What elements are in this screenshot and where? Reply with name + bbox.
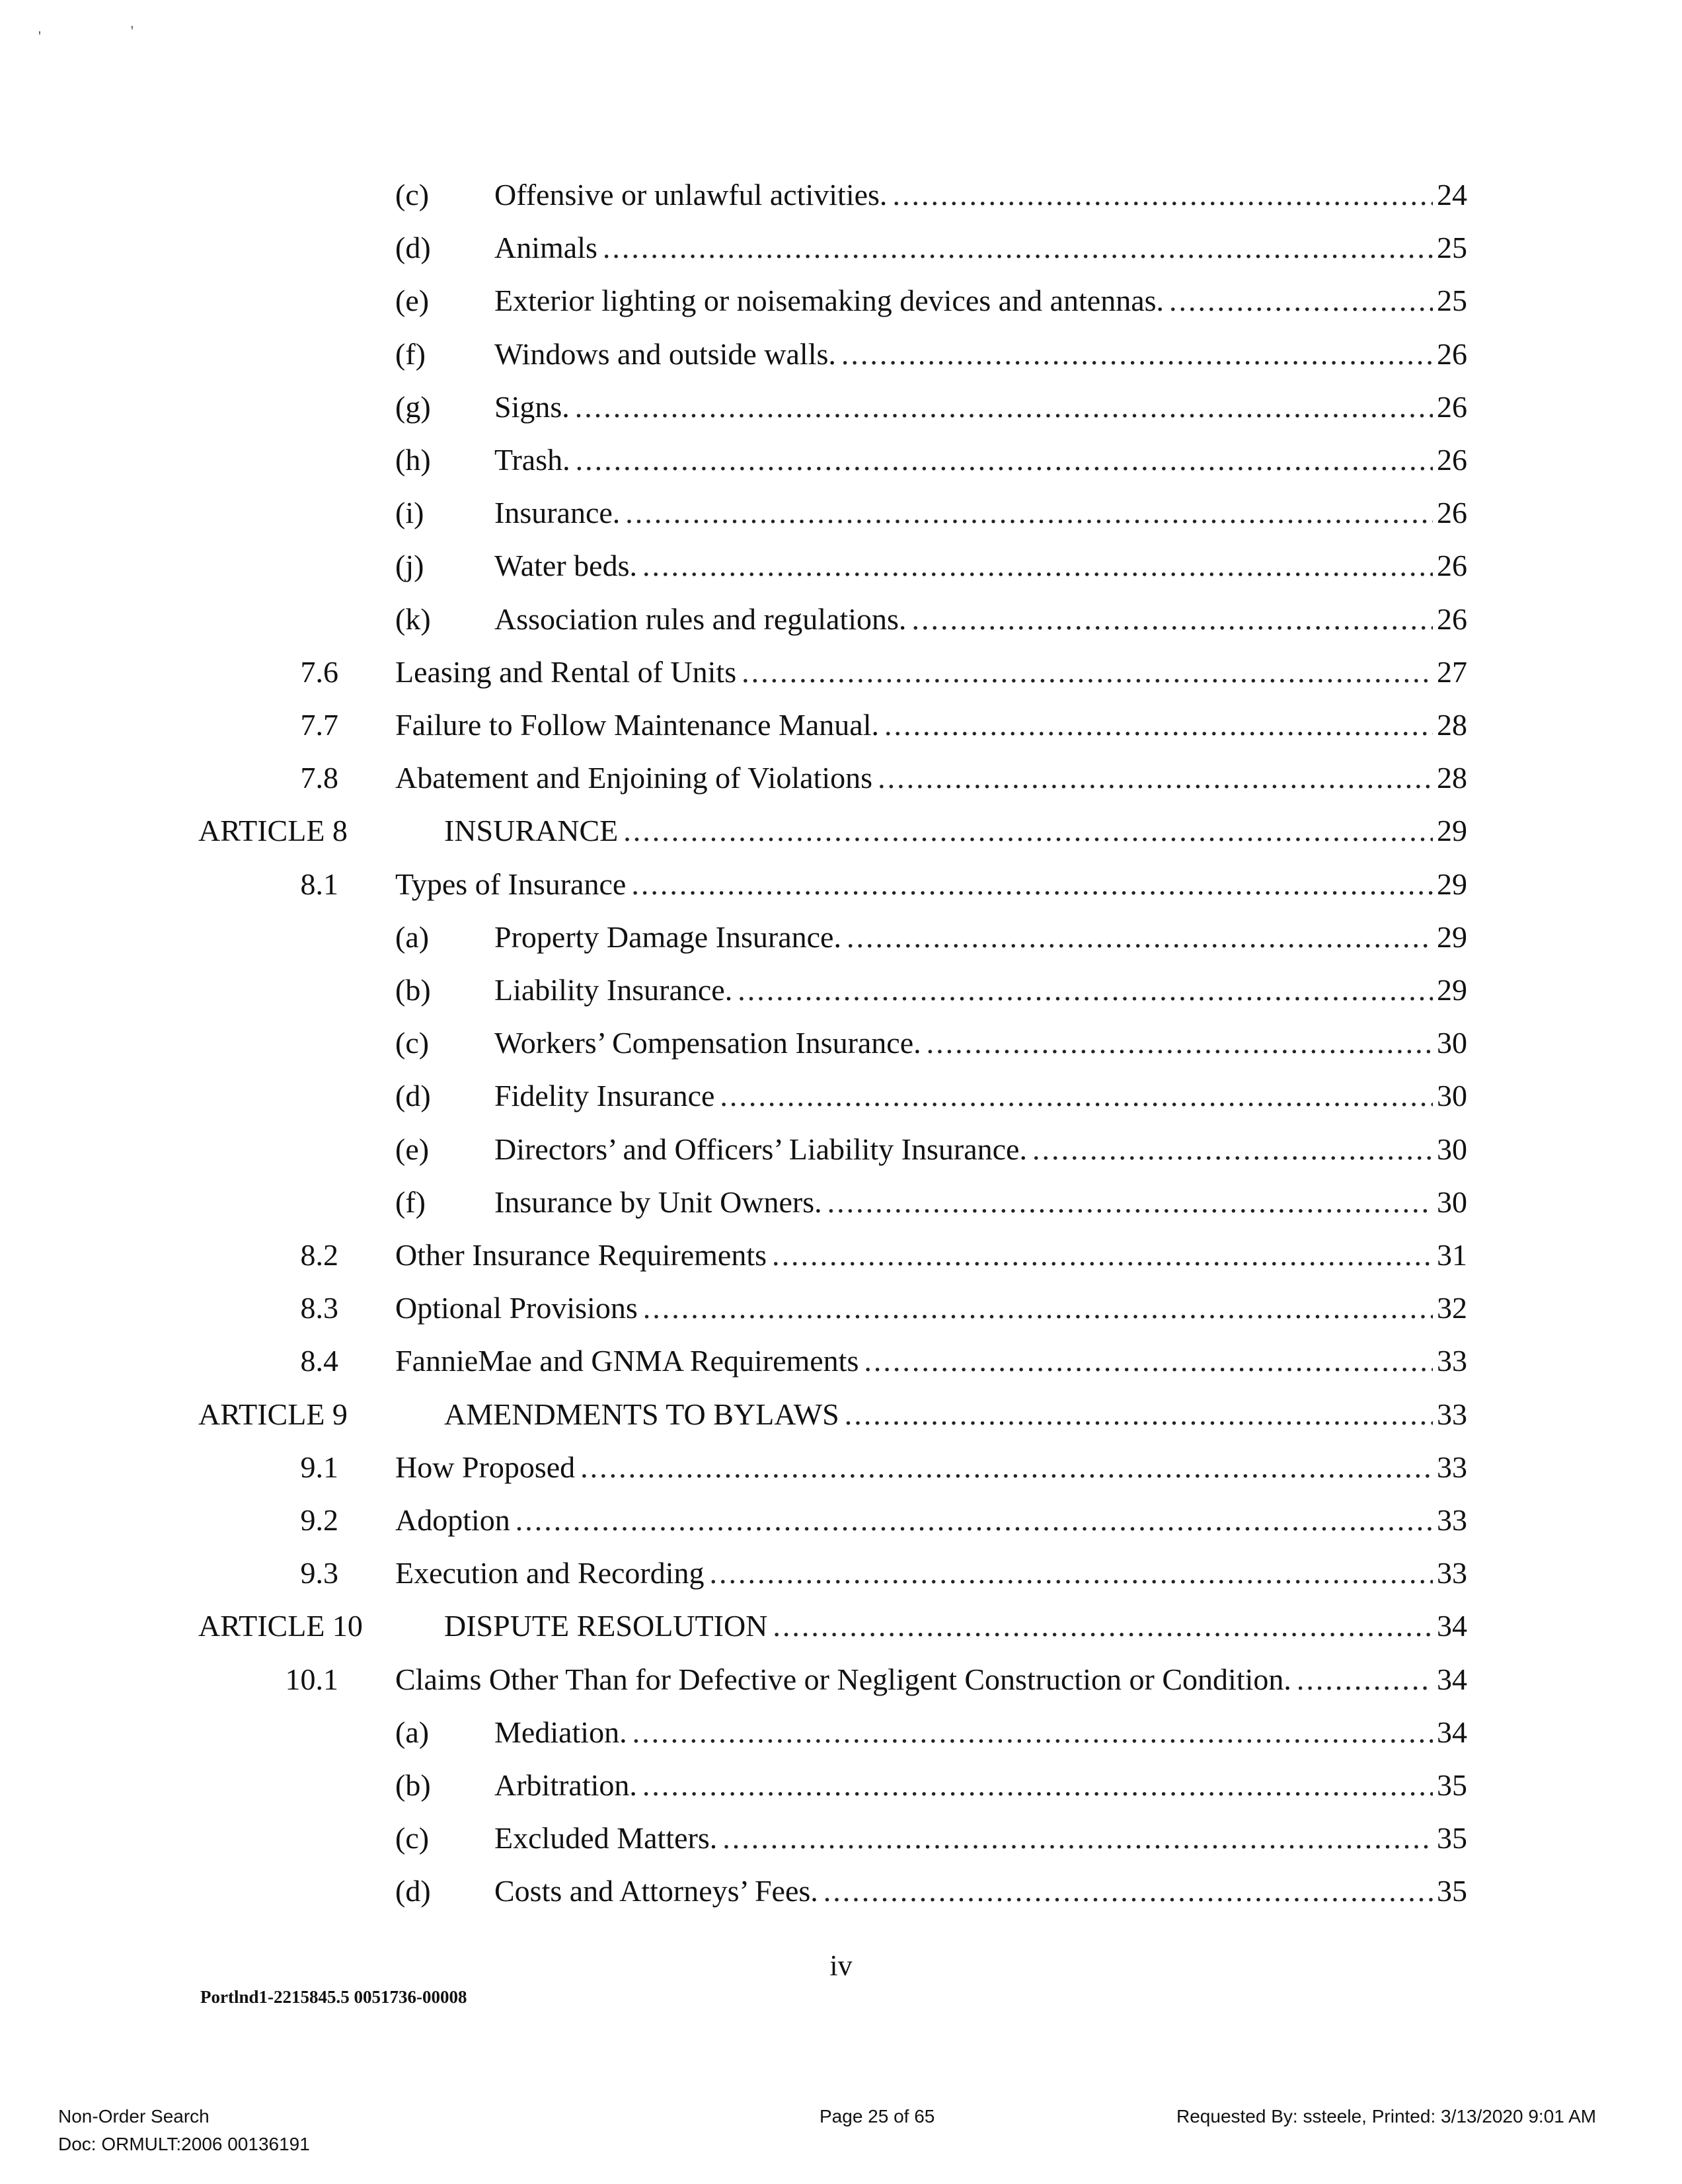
toc-entry	[0, 699, 1682, 752]
toc-entry-line	[395, 1229, 1467, 1282]
toc-entry-number: 7.6	[300, 654, 338, 689]
dot-leader	[722, 1812, 1433, 1865]
toc-entry-page: 35	[1437, 1874, 1467, 1908]
toc-entry	[0, 804, 1682, 857]
toc-entry-page: 30	[1437, 1079, 1467, 1113]
toc-entry	[0, 1176, 1682, 1229]
dot-leader	[643, 1282, 1433, 1335]
toc-entry-page: 26	[1437, 336, 1467, 371]
toc-entry-number: (c)	[395, 1026, 430, 1060]
toc-entry-page: 34	[1437, 1662, 1467, 1696]
toc-entry-line	[395, 1547, 1467, 1600]
toc-entry-title: Abatement and Enjoining of Violations	[395, 761, 873, 795]
toc-entry-line	[395, 1653, 1467, 1706]
toc-entry-page: 29	[1437, 867, 1467, 901]
toc-entry-line	[494, 274, 1467, 327]
dot-leader	[845, 1388, 1433, 1441]
toc-entry-number: (e)	[395, 1132, 430, 1166]
toc-entry-line	[494, 169, 1467, 221]
toc-entry-page: 35	[1437, 1821, 1467, 1855]
scan-mark: '	[131, 22, 134, 39]
toc-entry	[0, 169, 1682, 221]
toc-entry	[0, 964, 1682, 1017]
toc-entry-page: 24	[1437, 178, 1467, 212]
toc-entry-page: 25	[1437, 231, 1467, 265]
toc-entry-page: 33	[1437, 1450, 1467, 1484]
toc-entry	[0, 1600, 1682, 1653]
toc-entry	[0, 434, 1682, 487]
toc-entry	[0, 1070, 1682, 1122]
footer-requested-by: Requested By: ssteele, Printed: 3/13/2020 9:01 AM	[1176, 2106, 1597, 2126]
toc-entry	[0, 328, 1682, 381]
toc-entry-page: 28	[1437, 708, 1467, 742]
dot-leader	[773, 1600, 1433, 1653]
toc-entry-page: 33	[1437, 1556, 1467, 1590]
toc-entry-line	[494, 487, 1467, 539]
dot-leader	[720, 1070, 1433, 1122]
toc-entry-page: 30	[1437, 1132, 1467, 1166]
toc-entry-title: Trash.	[494, 443, 570, 477]
toc-entry	[0, 1653, 1682, 1706]
toc-entry-number: 10.1	[285, 1662, 338, 1696]
toc-entry-title: Insurance.	[494, 496, 621, 530]
toc-entry-title: Other Insurance Requirements	[395, 1238, 767, 1272]
toc-entry-title: How Proposed	[395, 1450, 576, 1484]
toc-entry	[0, 221, 1682, 274]
toc-entry-page: 26	[1437, 496, 1467, 530]
toc-entry-title: Workers’ Compensation Insurance.	[494, 1026, 921, 1060]
toc-entry	[0, 381, 1682, 434]
toc-entry-page: 34	[1437, 1715, 1467, 1749]
dot-leader	[864, 1335, 1433, 1387]
toc-entry-number: 7.7	[300, 708, 338, 742]
toc-entry-line	[444, 804, 1467, 857]
toc-entry-line	[494, 434, 1467, 487]
dot-leader	[827, 1176, 1433, 1229]
footer-page-count: Page 25 of 65	[820, 2106, 935, 2126]
toc-entry	[0, 1229, 1682, 1282]
dot-leader	[884, 699, 1433, 752]
toc-entry-title: Failure to Follow Maintenance Manual.	[395, 708, 880, 742]
toc-entry-number: (e)	[395, 284, 430, 318]
toc-entry	[0, 752, 1682, 804]
toc-entry-number: 8.2	[300, 1238, 338, 1272]
toc-entry-line	[444, 1388, 1467, 1441]
toc-entry-number: (c)	[395, 178, 430, 212]
toc-entry-title: Adoption	[395, 1503, 510, 1537]
toc-entry-page: 33	[1437, 1503, 1467, 1537]
toc-entry-number: 9.1	[300, 1450, 338, 1484]
toc-entry-number: (a)	[395, 919, 430, 954]
toc-entry-page: 32	[1437, 1291, 1467, 1325]
toc-entry-number: ARTICLE 10	[198, 1609, 363, 1643]
toc-entry-title: Signs.	[494, 389, 570, 424]
toc-entry-number: (b)	[395, 1768, 431, 1802]
toc-entry	[0, 646, 1682, 699]
dot-leader	[575, 381, 1433, 434]
toc-entry	[0, 1282, 1682, 1335]
toc-entry-title: Optional Provisions	[395, 1291, 638, 1325]
toc-entry-line	[494, 539, 1467, 592]
dot-leader	[642, 539, 1433, 592]
toc-entry-page: 30	[1437, 1026, 1467, 1060]
toc-entry-number: 8.3	[300, 1291, 338, 1325]
toc-entry-line	[395, 1494, 1467, 1547]
toc-entry	[0, 1812, 1682, 1865]
toc-entry-page: 26	[1437, 549, 1467, 583]
toc-entry-line	[494, 1070, 1467, 1122]
toc-entry-page: 26	[1437, 389, 1467, 424]
toc-entry-number: (c)	[395, 1821, 430, 1855]
dot-leader	[911, 593, 1433, 646]
toc-entry-line	[494, 593, 1467, 646]
toc-entry-page: 29	[1437, 973, 1467, 1007]
dot-leader	[742, 646, 1433, 699]
toc-entry-number: (h)	[395, 443, 431, 477]
page-number: iv	[829, 1949, 853, 1982]
toc-entry-page: 34	[1437, 1609, 1467, 1643]
toc-entry	[0, 1706, 1682, 1759]
toc-entry-title: Insurance by Unit Owners.	[494, 1185, 822, 1219]
dot-leader	[642, 1759, 1433, 1812]
toc-entry-line	[494, 328, 1467, 381]
toc-entry	[0, 911, 1682, 964]
dot-leader	[927, 1017, 1433, 1070]
toc-entry-line	[494, 1759, 1467, 1812]
toc-entry-title: Directors’ and Officers’ Liability Insurance.	[494, 1132, 1027, 1166]
toc-entry-number: (f)	[395, 336, 426, 371]
dot-leader	[631, 858, 1433, 911]
toc-entry-page: 30	[1437, 1185, 1467, 1219]
toc-entry-title: Types of Insurance	[395, 867, 627, 901]
toc-entry-title: Water beds.	[494, 549, 637, 583]
dot-leader	[878, 752, 1433, 804]
toc-entry-line	[494, 1812, 1467, 1865]
toc-entry-line	[395, 1441, 1467, 1494]
toc-entry	[0, 1388, 1682, 1441]
toc-entry	[0, 1759, 1682, 1812]
dot-leader	[823, 1865, 1433, 1918]
toc-entry-page: 27	[1437, 654, 1467, 689]
toc-entry-line	[494, 1017, 1467, 1070]
toc-entry-title: Offensive or unlawful activities.	[494, 178, 888, 212]
toc-entry	[0, 1441, 1682, 1494]
dot-leader	[1297, 1653, 1433, 1706]
toc-entry-line	[395, 858, 1467, 911]
toc-entry-title: Execution and Recording	[395, 1556, 705, 1590]
dot-leader	[623, 804, 1433, 857]
toc-entry-line	[395, 699, 1467, 752]
toc-entry-page: 26	[1437, 602, 1467, 636]
toc-entry-line	[494, 1123, 1467, 1176]
toc-entry-line	[494, 1176, 1467, 1229]
toc-entry-title: Exterior lighting or noisemaking devices and antennas.	[494, 284, 1165, 318]
toc-entry-title: Mediation.	[494, 1715, 627, 1749]
toc-entry-title: Claims Other Than for Defective or Negligent Construction or Condition.	[395, 1662, 1291, 1696]
dot-leader	[772, 1229, 1433, 1282]
toc-entry	[0, 539, 1682, 592]
footer-doc-ref: Doc: ORMULT:2006 00136191	[58, 2134, 310, 2154]
toc-entry-title: Arbitration.	[494, 1768, 637, 1802]
dot-leader	[1032, 1123, 1433, 1176]
toc-entry-title: Windows and outside walls.	[494, 336, 836, 371]
toc-entry-number: 9.2	[300, 1503, 338, 1537]
toc-entry-page: 33	[1437, 1397, 1467, 1431]
toc-entry	[0, 487, 1682, 539]
toc-entry-title: INSURANCE	[444, 814, 619, 848]
toc-entry-number: (d)	[395, 1079, 431, 1113]
toc-entry-number: (b)	[395, 973, 431, 1007]
toc-entry-number: ARTICLE 9	[198, 1397, 348, 1431]
dot-leader	[892, 169, 1433, 221]
toc-entry-number: 9.3	[300, 1556, 338, 1590]
toc-entry-line	[395, 752, 1467, 804]
dot-leader	[576, 434, 1433, 487]
toc-entry-number: (d)	[395, 1874, 431, 1908]
dot-leader	[632, 1706, 1433, 1759]
toc-entry-line	[395, 646, 1467, 699]
toc-entry-title: Association rules and regulations.	[494, 602, 907, 636]
toc-entry-number: 8.1	[300, 867, 338, 901]
toc-entry	[0, 593, 1682, 646]
dot-leader	[710, 1547, 1433, 1600]
toc-entry	[0, 1865, 1682, 1918]
dot-leader	[738, 964, 1433, 1017]
toc-entry-line	[395, 1335, 1467, 1387]
toc-entry-title: DISPUTE RESOLUTION	[444, 1609, 768, 1643]
toc-entry-title: Excluded Matters.	[494, 1821, 718, 1855]
toc-entry-page: 29	[1437, 814, 1467, 848]
dot-leader	[847, 911, 1433, 964]
toc-entry-title: FannieMae and GNMA Requirements	[395, 1344, 859, 1378]
toc-entry-number: 7.8	[300, 761, 338, 795]
toc-entry-line	[494, 381, 1467, 434]
dot-leader	[625, 487, 1433, 539]
footer-search-type: Non-Order Search	[58, 2106, 210, 2126]
toc-entry-number: (i)	[395, 496, 424, 530]
toc-entry-page: 25	[1437, 284, 1467, 318]
toc-entry	[0, 1017, 1682, 1070]
toc-entry-number: ARTICLE 8	[198, 814, 348, 848]
toc-entry	[0, 1335, 1682, 1387]
toc-entry-line	[494, 1706, 1467, 1759]
toc-entry-page: 26	[1437, 443, 1467, 477]
toc-entry-title: Property Damage Insurance.	[494, 919, 841, 954]
toc-entry-title: Leasing and Rental of Units	[395, 654, 737, 689]
toc-entry-page: 33	[1437, 1344, 1467, 1378]
toc-entry-number: (f)	[395, 1185, 426, 1219]
toc-entry-number: (g)	[395, 389, 431, 424]
scan-mark: '	[38, 28, 41, 44]
toc-entry-page: 28	[1437, 761, 1467, 795]
toc-entry	[0, 1123, 1682, 1176]
toc-entry-page: 31	[1437, 1238, 1467, 1272]
toc-entry-number: (k)	[395, 602, 431, 636]
toc-entry	[0, 274, 1682, 327]
toc-entry-line	[494, 1865, 1467, 1918]
toc-entry-title: Animals	[494, 231, 597, 265]
toc-entry-line	[494, 911, 1467, 964]
document-id: Portlnd1-2215845.5 0051736-00008	[200, 1987, 467, 2007]
toc-entry-number: (j)	[395, 549, 424, 583]
dot-leader	[841, 328, 1433, 381]
toc-entry-number: (d)	[395, 231, 431, 265]
toc-entry-number: 8.4	[300, 1344, 338, 1378]
toc-entry	[0, 1494, 1682, 1547]
toc-entry-line	[444, 1600, 1467, 1653]
toc-entry-page: 35	[1437, 1768, 1467, 1802]
toc-entry-title: AMENDMENTS TO BYLAWS	[444, 1397, 839, 1431]
toc-entry-page: 29	[1437, 919, 1467, 954]
toc-entry-line	[494, 964, 1467, 1017]
dot-leader	[1169, 274, 1433, 327]
toc-entry	[0, 858, 1682, 911]
dot-leader	[580, 1441, 1433, 1494]
toc-entry-number: (a)	[395, 1715, 430, 1749]
toc-entry-title: Fidelity Insurance	[494, 1079, 715, 1113]
dot-leader	[603, 221, 1433, 274]
toc-entry-line	[494, 221, 1467, 274]
toc-entry-line	[395, 1282, 1467, 1335]
dot-leader	[516, 1494, 1433, 1547]
toc-entry-title: Liability Insurance.	[494, 973, 733, 1007]
toc-entry-title: Costs and Attorneys’ Fees.	[494, 1874, 818, 1908]
toc-entry	[0, 1547, 1682, 1600]
